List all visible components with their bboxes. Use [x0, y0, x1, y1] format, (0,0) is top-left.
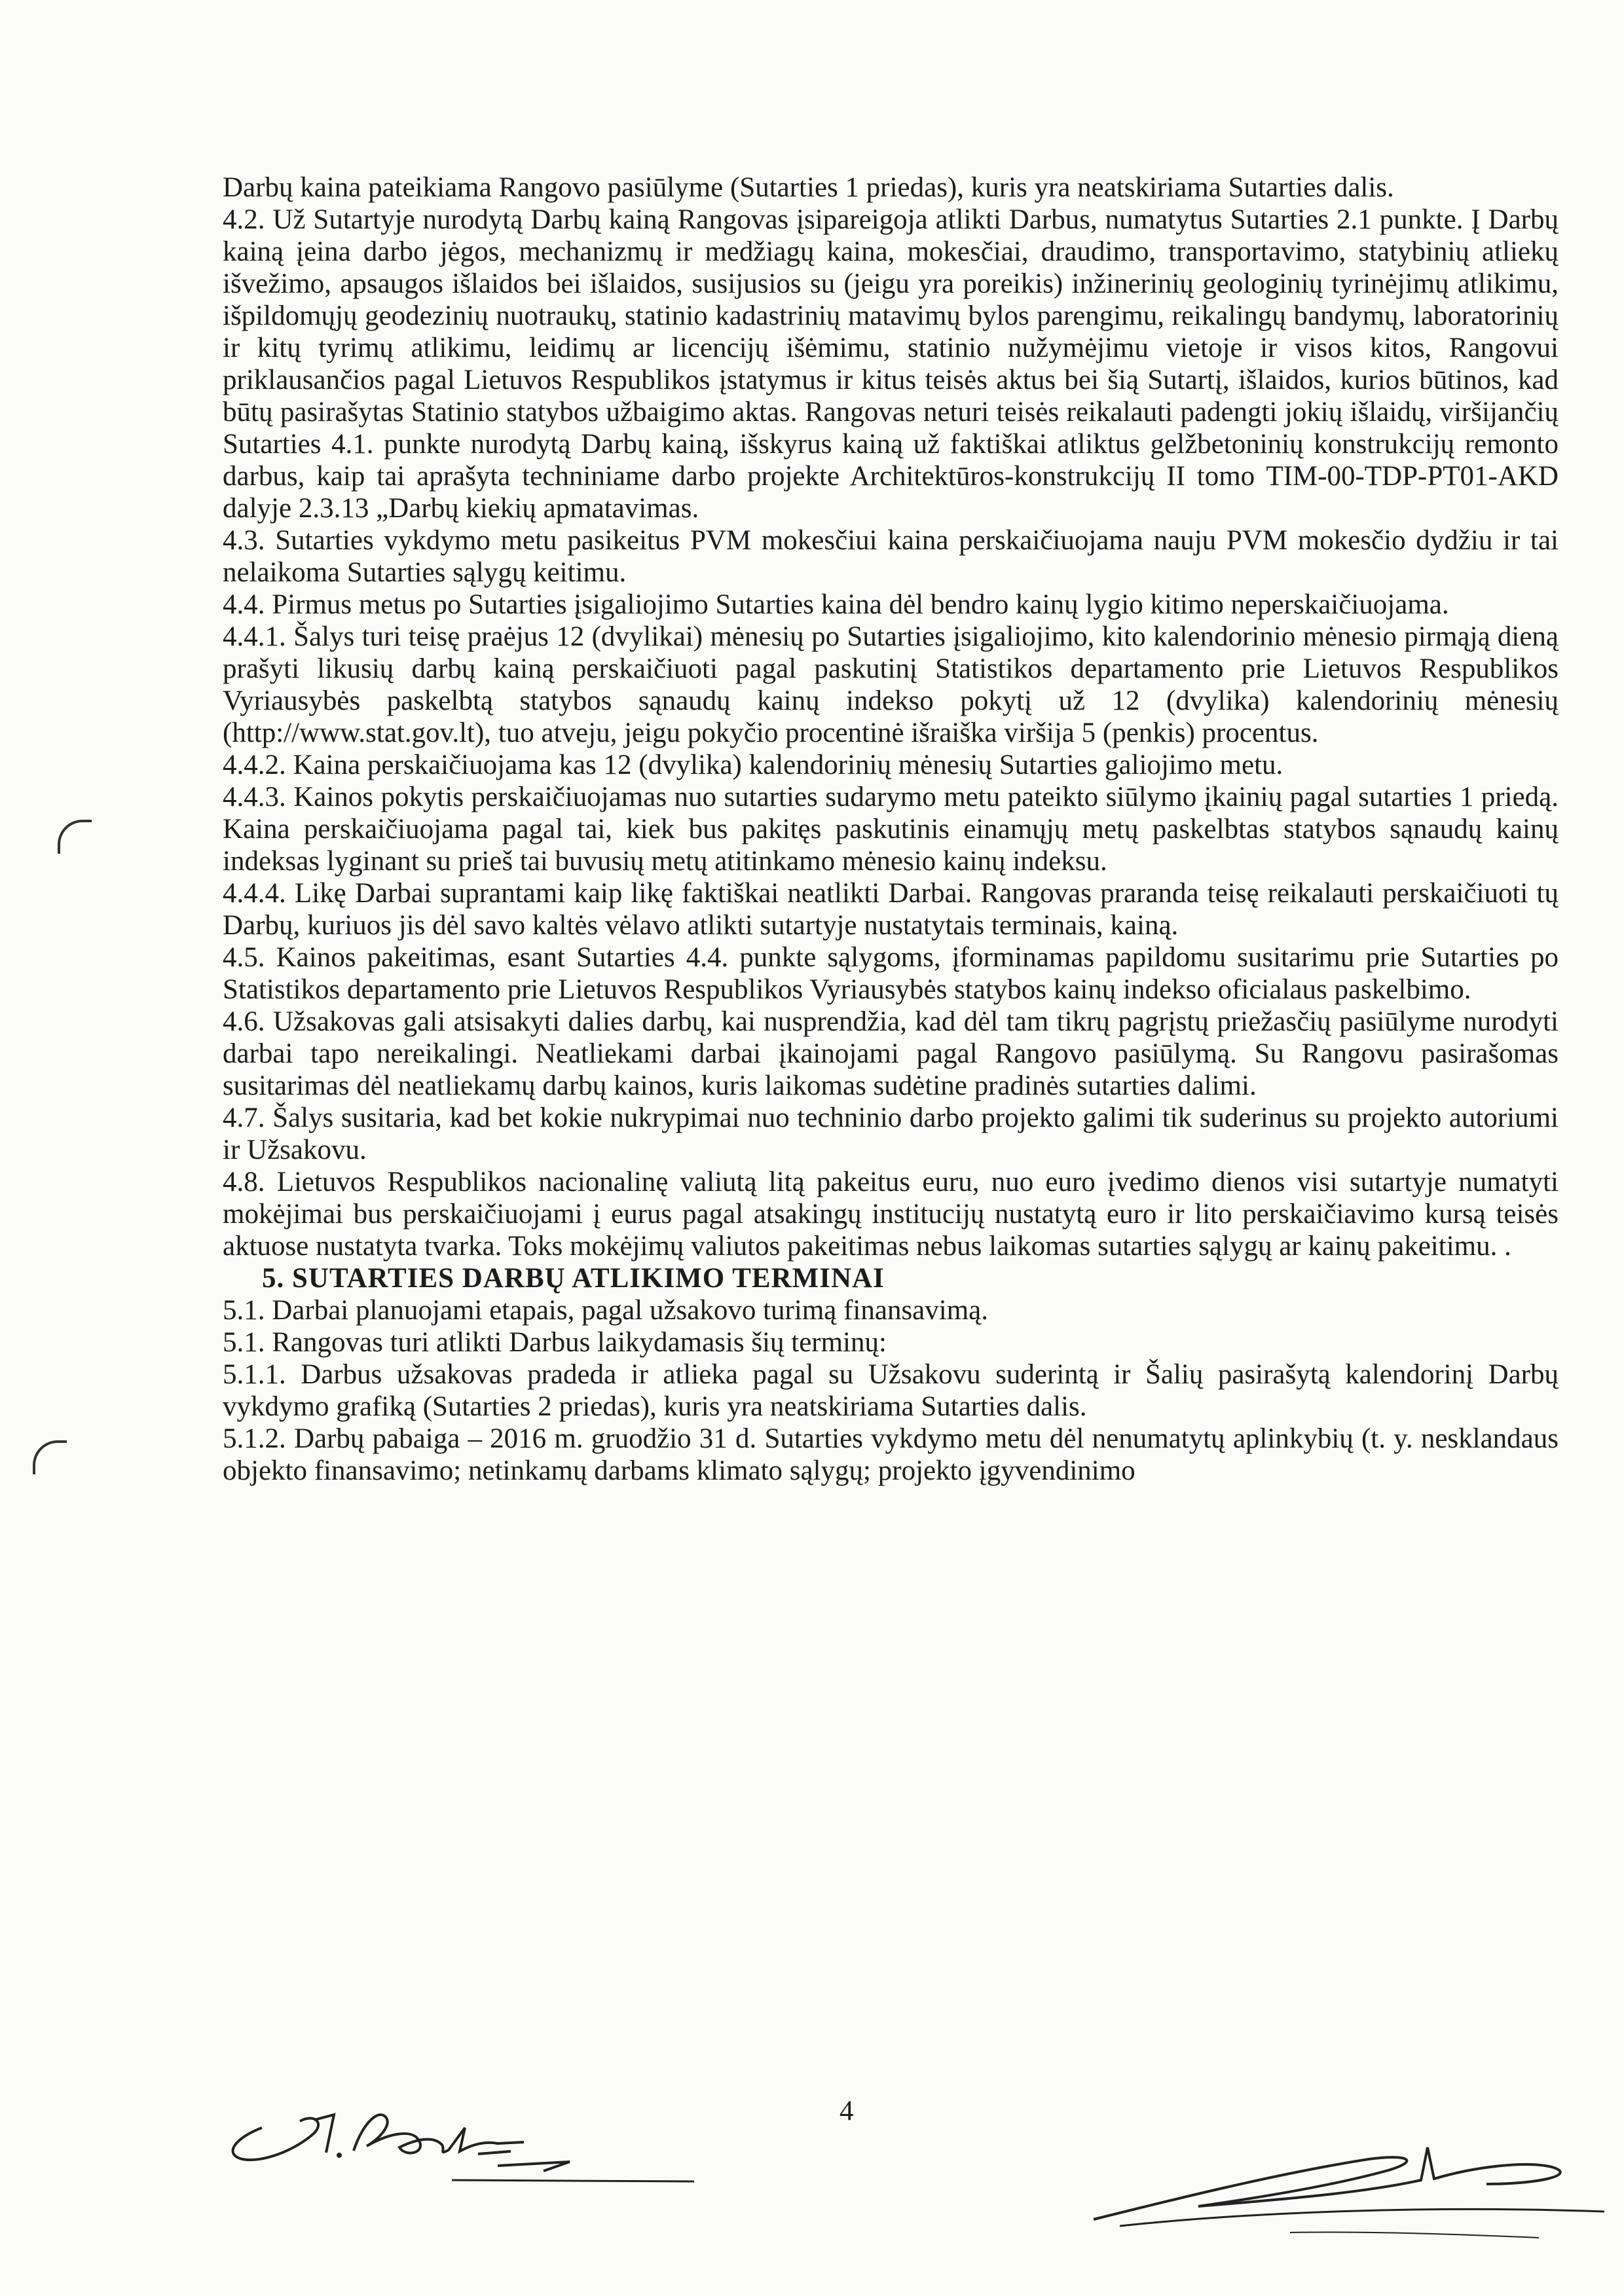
signature-left [216, 2082, 701, 2187]
paragraph-5-1-a: 5.1. Darbai planuojami etapais, pagal užsakovo turimą finansavimą. [223, 1295, 988, 1326]
paragraph-4-4-3: 4.4.3. Kainos pokytis perskaičiuojamas nuo sutarties sudarymo metu pateikto siūlymo įkainių pagal sutarties 1 priedą. Kaina perskaičiuojama pagal tai, kiek bus pakitęs paskutinis einamųjų metų paskelbtas statybos sąnaudų kainų indeksas lyginant su prieš tai buvusių metų atitinkamo mėnesio kainų indeksu. [223, 782, 1559, 877]
paragraph-5-1-2: 5.1.2. Darbų pabaiga – 2016 m. gruodžio 31 d. Sutarties vykdymo metu dėl nenumatytų aplinkybių (t. y. nesklandaus objekto finansavimo; netinkamų darbams klimato sąlygų; projekto įgyvendinimo [223, 1423, 1559, 1486]
paragraph-4-6: 4.6. Užsakovas gali atsisakyti dalies darbų, kai nusprendžia, kad dėl tam tikrų pagrįstų priežasčių pasiūlyme nurodyti darbai tapo nereikalingi. Neatliekami darbai įkainojami pagal Rangovo pasiūlymą. Su Rangovu pasirašomas susitarimas dėl neatliekamų darbų kainos, kuris laikomas sudėtine pradinės sutarties dalimi. [223, 1006, 1559, 1101]
paragraph-5-1-b: 5.1. Rangovas turi atlikti Darbus laikydamasis šių terminų: [223, 1327, 887, 1358]
paragraph-price-annex: Darbų kaina pateikiama Rangovo pasiūlyme (Sutarties 1 priedas), kuris yra neatskiriama Sutarties dalis. [223, 172, 1394, 203]
paragraph-4-4-4: 4.4.4. Likę Darbai suprantami kaip likę faktiškai neatlikti Darbai. Rangovas praranda teisę reikalauti perskaičiuoti tų Darbų, kuriuos jis dėl savo kaltės vėlavo atlikti sutartyje nustatytais terminais, kainą. [223, 878, 1559, 941]
paragraph-4-2: 4.2. Už Sutartyje nurodytą Darbų kainą Rangovas įsipareigoja atlikti Darbus, numatytus Sutarties 2.1 punkte. Į Darbų kainą įeina darbo jėgos, mechanizmų ir medžiagų kaina, mokesčiai, draudimo, transportavimo, statybinių atliekų išvežimo, apsaugos išlaidos bei išlaidos, susijusios su (jeigu yra poreikis) inžinerinių geologinių tyrinėjimų atlikimu, išpildomųjų geodezinių nuotraukų, statinio kadastrinių matavimų bylos parengimu, reikalingų bandymų, laboratorinių ir kitų tyrimų atlikimu, leidimų ar licencijų išėmimu, statinio nužymėjimu vietoje ir visos kitos, Rangovui priklausančios pagal Lietuvos Respublikos įstatymus ir kitus teisės aktus bei šią Sutartį, išlaidos, kurios būtinos, kad būtų pasirašytas Statinio statybos užbaigimo aktas. Rangovas neturi teisės reikalauti padengti jokių išlaidų, viršijančių Sutarties 4.1. punkte nurodytą Darbų kainą, išskyrus kainą už faktiškai atliktus gelžbetoninių konstrukcijų remonto darbus, kaip tai aprašyta techniniame darbo projekte Architektūros-konstrukcijų II tomo TIM-00-TDP-PT01-AKD dalyje 2.3.13 „Darbų kiekių apmatavimas. [223, 204, 1559, 524]
signature-right [1080, 2121, 1617, 2252]
paragraph-4-3: 4.3. Sutarties vykdymo metu pasikeitus PVM mokesčiui kaina perskaičiuojama nauju PVM mokesčio dydžiu ir tai nelaikoma Sutarties sąlygų keitimu. [223, 525, 1559, 588]
paragraph-4-5: 4.5. Kainos pakeitimas, esant Sutarties 4.4. punkte sąlygoms, įforminamas papildomu susitarimu prie Sutarties po Statistikos departamento prie Lietuvos Respublikos Vyriausybės statybos kainų indekso oficialaus paskelbimo. [223, 942, 1559, 1005]
paragraph-4-4: 4.4. Pirmus metus po Sutarties įsigaliojimo Sutarties kaina dėl bendro kainų lygio kitimo neperskaičiuojama. [223, 589, 1449, 620]
punch-hole-mark-bottom [33, 1440, 67, 1474]
section-heading: 5. SUTARTIES DARBŲ ATLIKIMO TERMINAI [262, 1263, 885, 1294]
document-body [223, 172, 1559, 1487]
paragraph-4-4-2: 4.4.2. Kaina perskaičiuojama kas 12 (dvylika) kalendorinių mėnesių Sutarties galiojimo metu. [223, 750, 1283, 780]
paragraph-4-4-1: 4.4.1. Šalys turi teisę praėjus 12 (dvylikai) mėnesių po Sutarties įsigaliojimo, kito kalendorinio mėnesio pirmąją dieną prašyti likusių darbų kainą perskaičiuoti pagal paskutinį Statistikos departamento prie Lietuvos Respublikos Vyriausybės paskelbtą statybos sąnaudų kainų indekso pokytį už 12 (dvylika) kalendorinių mėnesių (http://www.stat.gov.lt), tuo atveju, jeigu pokyčio procentinė išraiška viršija 5 (penkis) procentus. [223, 621, 1559, 748]
paragraph-4-7: 4.7. Šalys susitaria, kad bet kokie nukrypimai nuo techninio darbo projekto galimi tik suderinus su projekto autoriumi ir Užsakovu. [223, 1102, 1559, 1165]
paragraph-5-1-1: 5.1.1. Darbus užsakovas pradeda ir atlieka pagal su Užsakovu suderintą ir Šalių pasirašytą kalendorinį Darbų vykdymo grafiką (Sutarties 2 priedas), kuris yra neatskiriama Sutarties dalis. [223, 1359, 1559, 1422]
paragraph-4-8: 4.8. Lietuvos Respublikos nacionalinę valiutą litą pakeitus euru, nuo euro įvedimo dienos visi sutartyje numatyti mokėjimai bus perskaičiuojami į eurus pagal atsakingų institucijų nustatytą euro ir lito perskaičiavimo kursą teisės aktuose nustatyta tvarka. Toks mokėjimų valiutos pakeitimas nebus laikomas sutarties sąlygų ar kainų pakeitimu. . [223, 1167, 1559, 1262]
page-number: 4 [840, 2096, 854, 2126]
punch-hole-mark-top [58, 820, 92, 854]
